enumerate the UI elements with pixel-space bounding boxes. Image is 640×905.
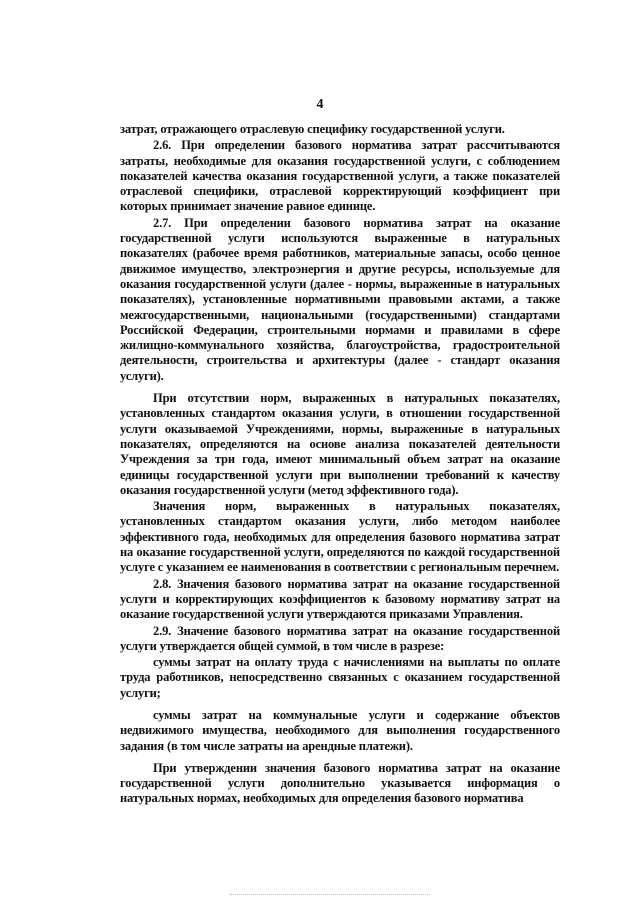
paragraph: При отсутствии норм, выраженных в натуральных показателях, установленных стандартом оказания услуги, в отношении государственной услуги оказываемой Учреждениями, нормы, выраженные в натуральных показателях, определяются на основе анализа показателей деятельности Учреждения за три года, имеют минимальный объем затрат на оказание единицы государственной услуги при выполнении требований к качеству оказания государственной услуги (метод эффективного года). bbox=[120, 391, 560, 497]
paragraph: 2.9. Значение базового норматива затрат на оказание государственной услуги утверждается общей суммой, в том числе в разрезе: bbox=[120, 623, 560, 653]
paragraph: затрат, отражающего отраслевую специфику государственной услуги. bbox=[120, 122, 505, 136]
page-number: 4 bbox=[316, 97, 324, 112]
paragraph: 2.7. При определении базового норматива затрат на оказание государственной услуги используются выраженные в натуральных показателях (рабочее время работников, материальные запасы, особо ценное движимое имущество, электроэнергия и другие ресурсы, используемые для оказания государственной услуги (далее - нормы, выраженные в натуральных показателях), установленные нормативными правовыми актами, а также межгосударственными, национальными (государственными) стандартами Российской Федерации, строительными нормами и правилами в сфере жилищно-коммунального хозяйства, благоустройства, градостроительной деятельности, строительства и архитектуры (далее - стандарт оказания услуги). bbox=[120, 215, 560, 383]
paragraph: Значения норм, выраженных в натуральных показателях, установленных стандартом оказания услуги, либо методом наиболее эффективного года, необходимых для определения базового норматива затрат на оказание государственной услуги, определяются по каждой государственной услуге с указанием ее наименования в соответствии с региональным перечнем. bbox=[120, 499, 560, 575]
paragraph: 2.6. При определении базового норматива затрат рассчитываются затраты, необходимые для оказания государственной услуги, с соблюдением показателей качества оказания государственной услуги, а также показателей отраслевой специфики, отраслевой корректирующий коэффициент при которых принимает значение равное единице. bbox=[120, 138, 560, 214]
paragraph: При утверждении значения базового норматива затрат на оказание государственной услуги дополнительно указывается информация о натуральных нормах, необходимых для определения базового норматива bbox=[120, 760, 560, 806]
paragraph: суммы затрат на коммунальные услуги и содержание объектов недвижимого имущества, необходимого для выполнения государственного задания (в том числе затраты на арендные платежи). bbox=[120, 707, 560, 753]
document-body bbox=[120, 122, 560, 808]
paragraph: 2.8. Значения базового норматива затрат на оказание государственной услуги и корректирующих коэффициентов к базовому нормативу затрат на оказание государственной услуги утверждаются приказами Управления. bbox=[120, 576, 560, 622]
paragraph: суммы затрат на оплату труда с начислениями на выплаты по оплате труда работников, непосредственно связанных с оказанием государственной услуги; bbox=[120, 655, 560, 700]
scan-artifact bbox=[230, 894, 430, 897]
